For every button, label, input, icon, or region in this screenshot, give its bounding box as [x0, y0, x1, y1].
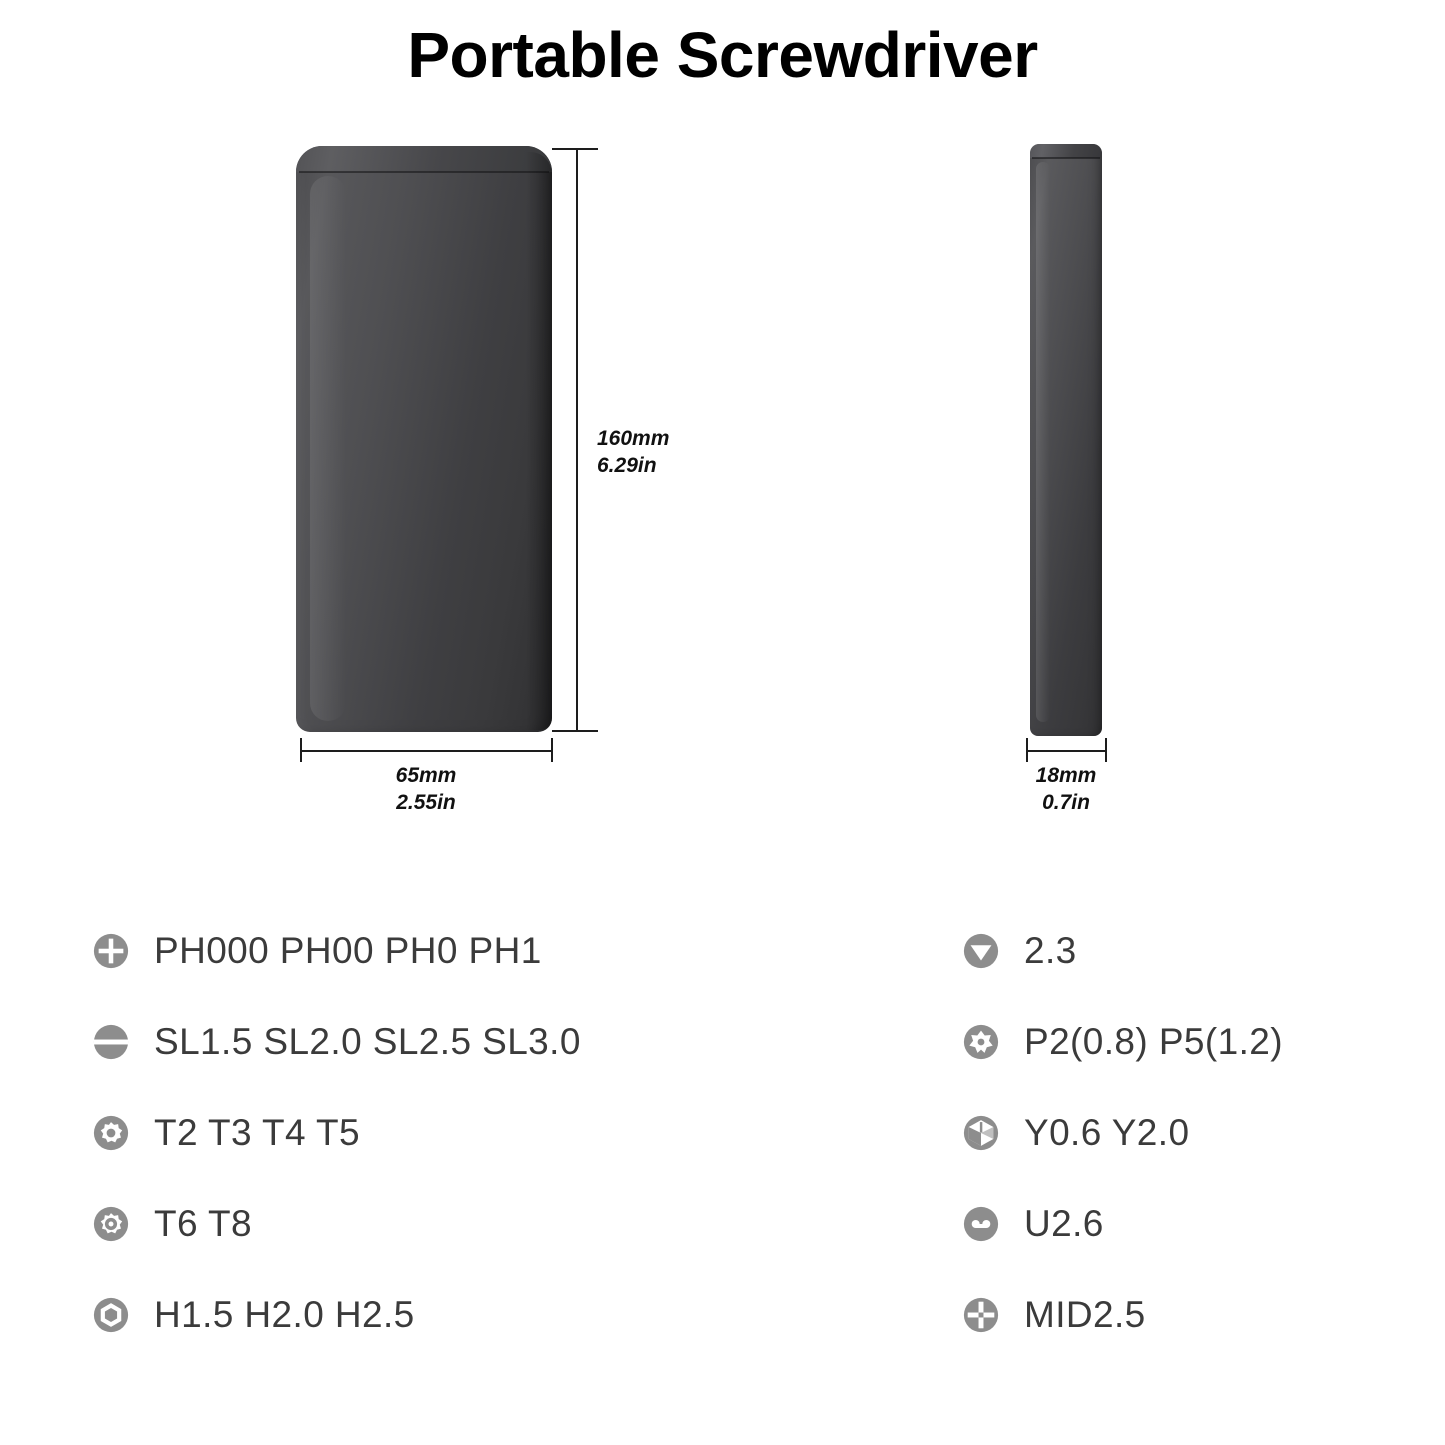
- case-shadow: [526, 152, 552, 730]
- bit-row: [92, 905, 752, 996]
- bit-row: [92, 1269, 752, 1360]
- bit-label: MID2.5: [1024, 1293, 1146, 1335]
- handle-width-tick-right: [1105, 738, 1107, 762]
- handle-width-tick-left: [1026, 738, 1028, 762]
- case-highlight: [310, 176, 346, 721]
- case-width-label: [316, 762, 536, 816]
- bit-row: [962, 1087, 1432, 1178]
- handle-cap: [1030, 144, 1102, 158]
- case-width-tick-right: [551, 738, 553, 762]
- torx-security-bit-icon: [92, 1205, 130, 1243]
- bit-row: [962, 1178, 1432, 1269]
- u-shape-bit-icon: [962, 1205, 1000, 1243]
- handle-cap-seam: [1032, 157, 1100, 159]
- bit-row: [92, 1087, 752, 1178]
- bit-label: Y0.6 Y2.0: [1024, 1111, 1190, 1153]
- tri-wing-bit-icon: [962, 1114, 1000, 1152]
- bit-label: H1.5 H2.0 H2.5: [154, 1293, 415, 1335]
- case-width-mm: 65mm: [395, 764, 457, 787]
- case-lid-seam: [299, 171, 549, 173]
- page-title: Portable Screwdriver: [407, 19, 1038, 91]
- product-illustration: [0, 130, 1445, 830]
- case-height-tick-top: [552, 148, 598, 150]
- triangle-bit-icon: [962, 932, 1000, 970]
- torx-bit-icon: [92, 1114, 130, 1152]
- bit-row: [92, 996, 752, 1087]
- bit-label: 2.3: [1024, 929, 1077, 971]
- handle-width-dimension-line: [1026, 750, 1106, 752]
- case-lid: [296, 146, 552, 172]
- case-width-tick-left: [300, 738, 302, 762]
- bit-row: [962, 996, 1432, 1087]
- case-width-dimension-line: [300, 750, 552, 752]
- bit-label: P2(0.8) P5(1.2): [1024, 1020, 1283, 1062]
- case-height-mm: 160mm: [597, 427, 670, 450]
- bit-label: U2.6: [1024, 1202, 1104, 1244]
- bit-specification-list: [0, 905, 1445, 1425]
- case-height-in: 6.29in: [597, 454, 657, 477]
- bit-label: T6 T8: [154, 1202, 252, 1244]
- bit-row: [962, 1269, 1432, 1360]
- case-height-label: [597, 425, 669, 479]
- bit-label: SL1.5 SL2.0 SL2.5 SL3.0: [154, 1020, 581, 1062]
- bit-column-left: [92, 905, 752, 1360]
- phillips-bit-icon: [92, 932, 130, 970]
- handle-width-mm: 18mm: [1035, 764, 1097, 787]
- case-width-in: 2.55in: [396, 791, 456, 814]
- bit-column-right: [962, 905, 1432, 1360]
- handle-width-in: 0.7in: [1042, 791, 1090, 814]
- bit-label: PH000 PH00 PH0 PH1: [154, 929, 542, 971]
- bit-row: [962, 905, 1432, 996]
- pentalobe-bit-icon: [962, 1023, 1000, 1061]
- handle-width-label: [986, 762, 1146, 816]
- handle-highlight: [1036, 162, 1050, 722]
- mid-bit-icon: [962, 1296, 1000, 1334]
- bit-label: T2 T3 T4 T5: [154, 1111, 360, 1153]
- case-height-dimension-line: [576, 148, 578, 732]
- case-height-tick-bottom: [552, 730, 598, 732]
- hex-bit-icon: [92, 1296, 130, 1334]
- bit-row: [92, 1178, 752, 1269]
- screwdriver-handle-image: [1030, 144, 1102, 736]
- slotted-bit-icon: [92, 1023, 130, 1061]
- screwdriver-case-image: [296, 146, 552, 732]
